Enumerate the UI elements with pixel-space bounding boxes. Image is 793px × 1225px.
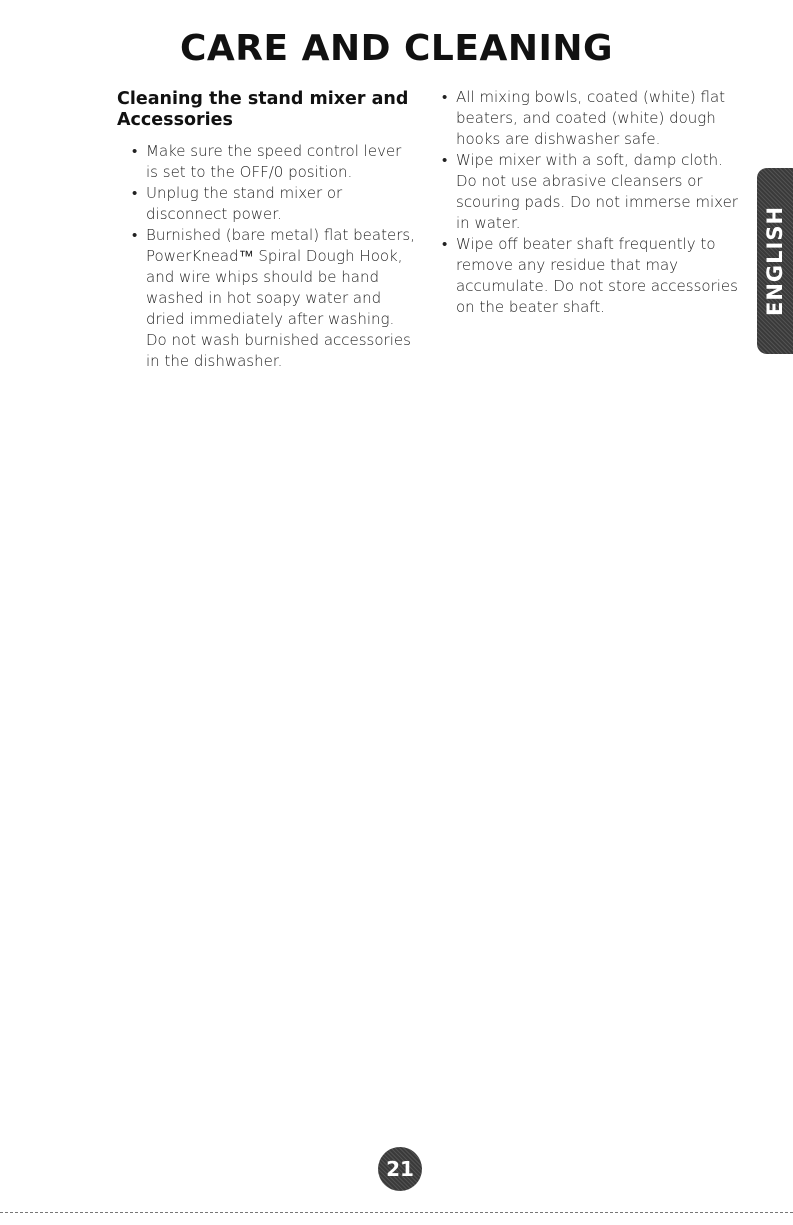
list-item xyxy=(440,87,740,150)
list-item xyxy=(440,234,740,318)
list-item-text: All mixing bowls, coated (white) flat beaters, and coated (white) dough hooks are dishwasher safe. xyxy=(456,88,726,148)
list-item xyxy=(130,141,417,183)
bullet-icon: • xyxy=(442,235,448,253)
list-item-text: Burnished (bare metal) flat beaters, PowerKnead™ Spiral Dough Hook, and wire whips should be hand washed in hot soapy water and dried immediately after washing. Do not wash burnished accessories in the dishwasher. xyxy=(146,226,415,370)
language-tab-label: ENGLISH xyxy=(763,205,787,317)
list-item-text: Wipe mixer with a soft, damp cloth. Do not use abrasive cleansers or scouring pads. Do not immerse mixer in water. xyxy=(456,151,738,232)
section-heading: Cleaning the stand mixer and Accessories xyxy=(117,89,409,130)
bullet-icon: • xyxy=(442,151,448,169)
list-item xyxy=(440,150,740,234)
bottom-divider xyxy=(0,1212,793,1213)
right-bullet-list xyxy=(440,87,740,318)
list-item xyxy=(130,183,417,225)
bullet-icon: • xyxy=(132,142,138,160)
list-item xyxy=(130,225,417,372)
left-bullet-list xyxy=(117,141,417,372)
bullet-icon: • xyxy=(132,226,138,244)
bullet-icon: • xyxy=(442,88,448,106)
page-title: CARE AND CLEANING xyxy=(179,28,614,69)
bullet-icon: • xyxy=(132,184,138,202)
page-number-badge: 21 xyxy=(378,1147,422,1191)
list-item-text: Make sure the speed control lever is set to the OFF/0 position. xyxy=(146,142,402,181)
list-item-text: Unplug the stand mixer or disconnect power. xyxy=(146,184,343,223)
right-column xyxy=(440,87,740,318)
list-item-text: Wipe off beater shaft frequently to remove any residue that may accumulate. Do not store accessories on the beater shaft. xyxy=(456,235,738,316)
language-tab xyxy=(757,168,793,354)
left-column xyxy=(117,87,417,372)
